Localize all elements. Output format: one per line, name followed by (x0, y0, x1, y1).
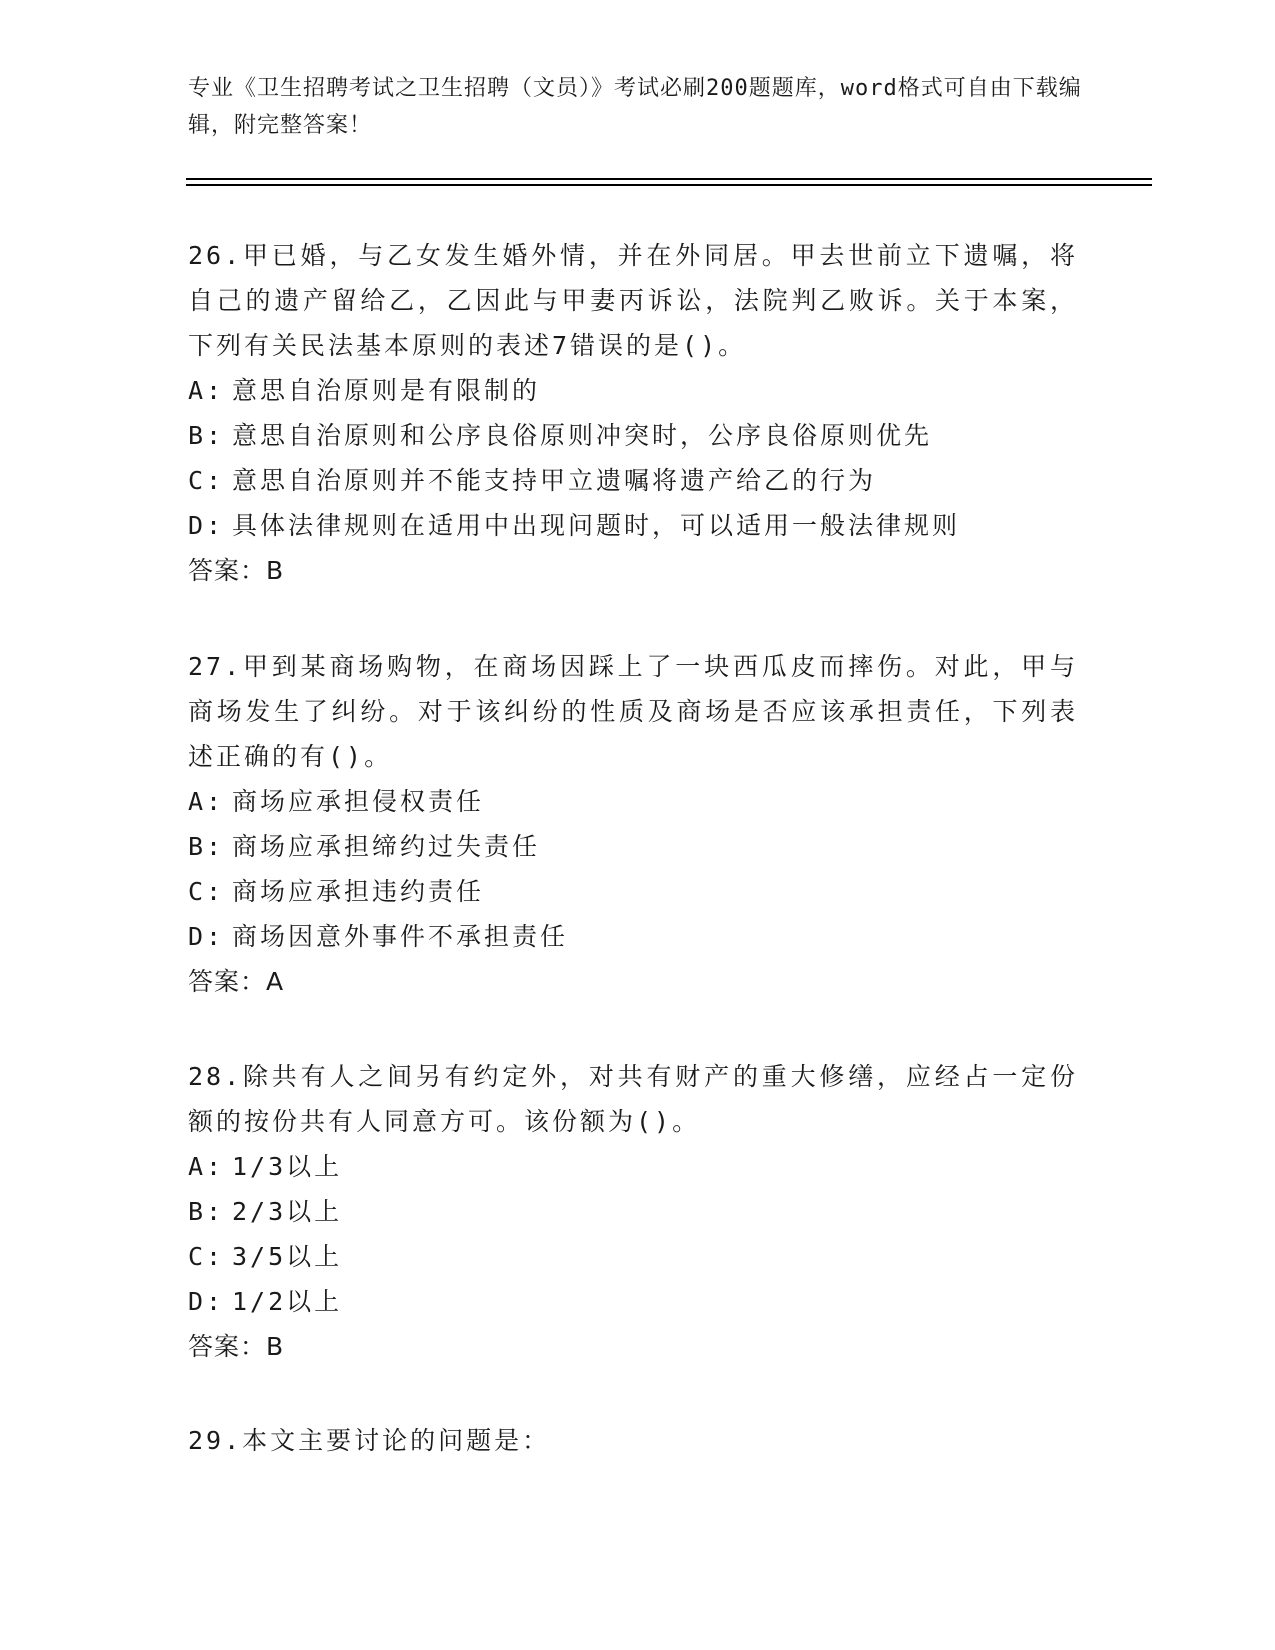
option-a (188, 368, 1078, 413)
option-label: D: (188, 1287, 225, 1316)
option-label: B: (188, 421, 225, 450)
option-a (188, 1144, 1078, 1189)
question-28 (188, 1054, 1078, 1369)
option-c (188, 458, 1078, 503)
option-label: A: (188, 376, 225, 405)
answer: 答案：B (188, 1332, 285, 1361)
option-text: 商场应承担违约责任 (232, 877, 485, 906)
option-text: 1/3以上 (232, 1152, 343, 1181)
option-a (188, 779, 1078, 824)
option-text: 商场应承担侵权责任 (232, 787, 485, 816)
option-label: C: (188, 1242, 225, 1271)
question-stem: 28.除共有人之间另有约定外，对共有财产的重大修缮，应经占一定份额的按份共有人同意方可。该份额为()。 (188, 1062, 1078, 1136)
option-b (188, 413, 1078, 458)
question-stem: 26.甲已婚，与乙女发生婚外情，并在外同居。甲去世前立下遗嘱，将自己的遗产留给乙，乙因此与甲妻丙诉讼，法院判乙败诉。关于本案，下列有关民法基本原则的表述7错误的是()。 (188, 241, 1078, 360)
question-26 (188, 233, 1078, 593)
option-label: B: (188, 1197, 225, 1226)
question-stem: 27.甲到某商场购物，在商场因踩上了一块西瓜皮而摔伤。对此，甲与商场发生了纠纷。对于该纠纷的性质及商场是否应该承担责任，下列表述正确的有()。 (188, 652, 1078, 771)
option-b (188, 824, 1078, 869)
option-text: 具体法律规则在适用中出现问题时，可以适用一般法律规则 (232, 511, 961, 540)
option-text: 意思自治原则是有限制的 (232, 376, 541, 405)
option-text: 2/3以上 (232, 1197, 343, 1226)
header-divider-bottom (186, 184, 1152, 186)
option-c (188, 869, 1078, 914)
option-label: B: (188, 832, 225, 861)
option-label: C: (188, 466, 225, 495)
question-29 (188, 1418, 1078, 1463)
answer: 答案：A (188, 967, 285, 996)
question-stem: 29.本文主要讨论的问题是： (188, 1426, 551, 1455)
option-d (188, 914, 1078, 959)
document-intro: 专业《卫生招聘考试之卫生招聘（文员）》考试必刷200题题库，word格式可自由下载编辑，附完整答案！ (188, 76, 1082, 138)
option-text: 3/5以上 (232, 1242, 343, 1271)
option-c (188, 1234, 1078, 1279)
option-text: 意思自治原则并不能支持甲立遗嘱将遗产给乙的行为 (232, 466, 877, 495)
option-text: 1/2以上 (232, 1287, 343, 1316)
header-divider-top (186, 178, 1152, 180)
option-b (188, 1189, 1078, 1234)
question-27 (188, 644, 1078, 1004)
option-label: A: (188, 1152, 225, 1181)
option-d (188, 1279, 1078, 1324)
option-text: 意思自治原则和公序良俗原则冲突时，公序良俗原则优先 (232, 421, 933, 450)
option-label: D: (188, 922, 225, 951)
option-text: 商场应承担缔约过失责任 (232, 832, 541, 861)
option-d (188, 503, 1078, 548)
option-label: A: (188, 787, 225, 816)
option-text: 商场因意外事件不承担责任 (232, 922, 569, 951)
option-label: C: (188, 877, 225, 906)
option-label: D: (188, 511, 225, 540)
answer: 答案：B (188, 556, 285, 585)
